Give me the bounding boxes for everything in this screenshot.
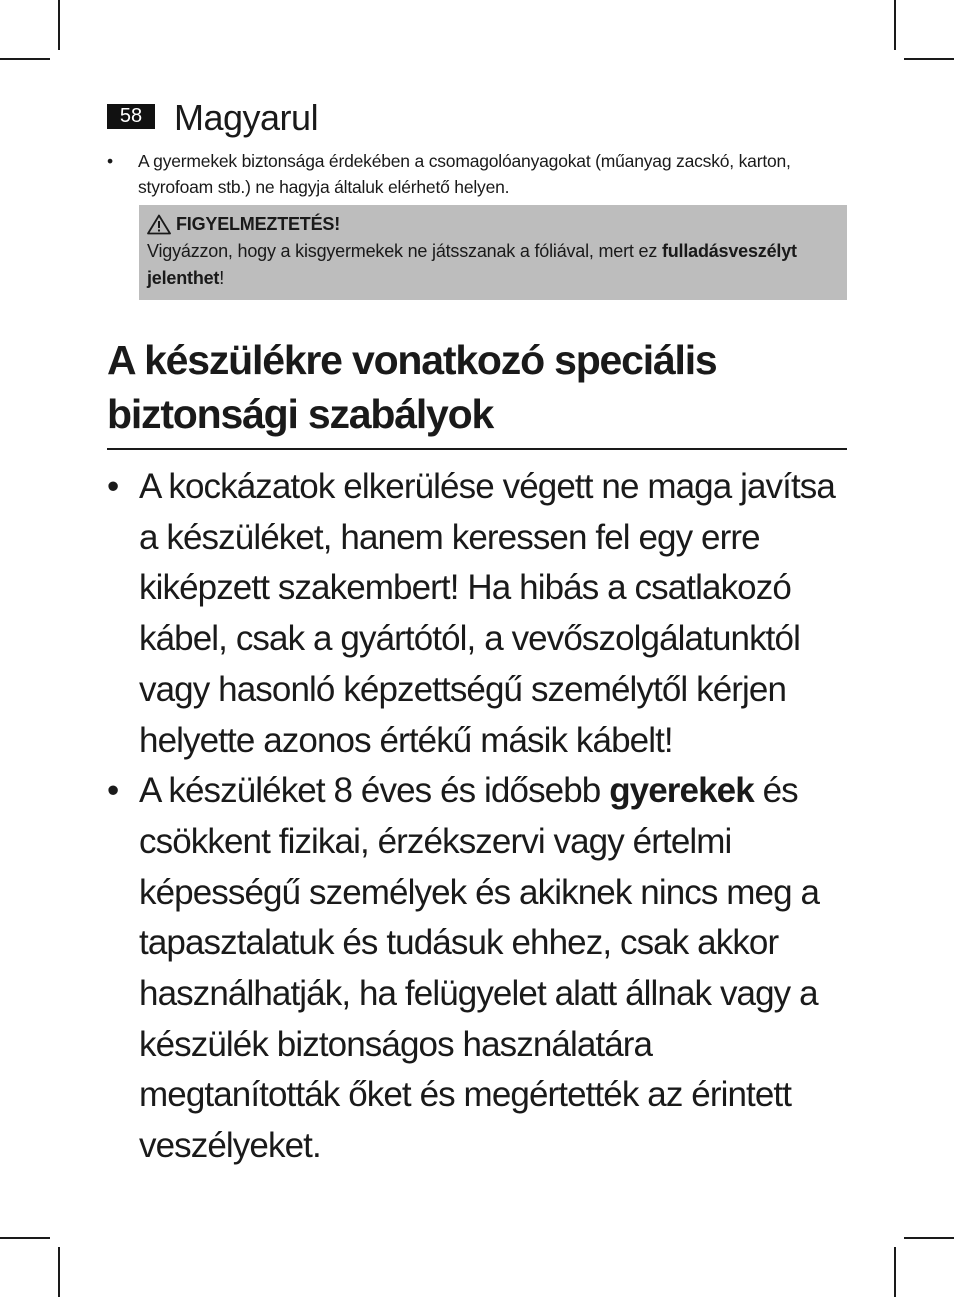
section-title: A készülékre vonatkozó speciális biztonsági szabályok [107,337,717,437]
warning-text-end: ! [219,268,225,288]
warning-triangle-icon [147,214,171,235]
list-item-text-end: és csökkent fizikai, érzékszervi vagy értelmi képességű személyek és akiknek nincs meg a tapasztalatuk és tudásuk ehhez, csak akkor használhatják, ha felügyelet alatt állnak vagy a készülék biztonságos használatára megtanították őket és megértették az érintett veszélyeket. [139,771,820,1166]
page-number: 58 [107,104,155,129]
crop-mark [58,1247,60,1297]
list-item-text-start: A készüléket 8 éves és idősebb [139,771,610,811]
warning-text-start: Vigyázzon, hogy a kisgyermekek ne játsszanak a fóliával, mert ez [147,241,662,261]
intro-bullet-text: A gyermekek biztonsága érdekében a csomagolóanyagokat (műanyag zacskó, karton, styrofoam stb.) ne hagyja általuk elérhető helyen. [138,151,791,197]
crop-mark [0,1237,50,1239]
list-item [107,462,852,766]
section-divider [107,448,847,450]
language-heading: Magyarul [174,97,319,138]
crop-mark [0,58,50,60]
bullet-point: • [107,771,119,811]
safety-rules-list [107,462,852,1172]
crop-mark [904,58,954,60]
warning-title-row [147,211,837,238]
list-item-text: A kockázatok elkerülése végett ne maga javítsa a készüléket, hanem keressen fel egy erre kiképzett szakembert! Ha hibás a csatlakozó kábel, csak a gyártótól, a vevőszolgálatunktól vagy hasonló képzettségű személytől kérjen helyette azonos értékű másik kábelt! [139,467,835,760]
crop-mark [894,1247,896,1297]
crop-mark [894,0,896,50]
list-item-text-bold: gyerekek [609,771,754,811]
warning-box [139,205,847,300]
warning-text-bold: fulladásveszélyt jelenthet [147,241,797,288]
warning-title: FIGYELMEZTETÉS! [176,214,341,234]
bullet-point: • [107,151,113,171]
list-item [107,766,852,1172]
crop-mark [904,1237,954,1239]
bullet-point: • [107,467,119,506]
crop-mark [58,0,60,50]
warning-text [147,238,837,292]
